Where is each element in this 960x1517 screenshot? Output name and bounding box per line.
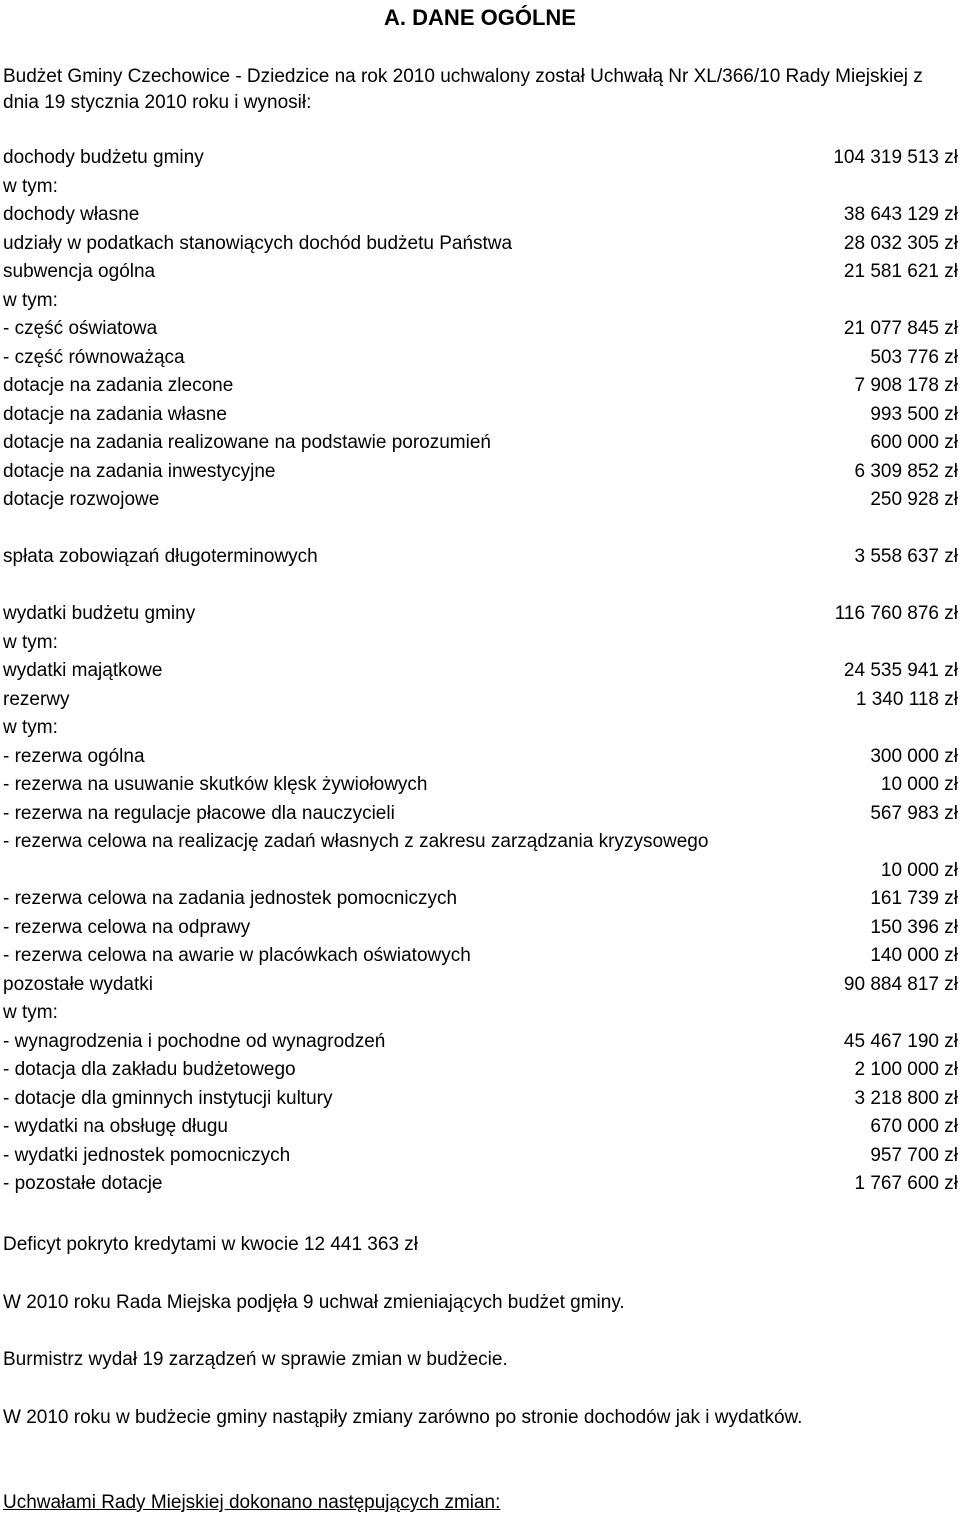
row-amount: 28 032 305 zł <box>843 232 958 254</box>
row-label: w tym: <box>3 175 58 197</box>
row-amount: 670 000 zł <box>870 1116 958 1137</box>
row-label: - rezerwa celowa na odprawy <box>3 916 251 938</box>
row-amount: 250 928 zł <box>870 489 958 510</box>
intro-paragraph: Budżet Gminy Czechowice - Dziedzice na rok 2010 uchwalony został Uchwałą Nr XL/366/10 Rady Miejskiej z dnia 19 stycznia 2010 roku i wynosił: <box>3 66 923 113</box>
row-label: dotacje na zadania własne <box>3 403 227 425</box>
budget-row <box>3 885 958 914</box>
budget-row <box>3 230 958 259</box>
row-amount: 10 000 zł <box>880 774 958 795</box>
row-amount: 300 000 zł <box>870 745 958 767</box>
row-label: udziały w podatkach stanowiących dochód budżetu Państwa <box>3 232 513 254</box>
row-label: - rezerwa ogólna <box>3 745 145 767</box>
row-label: dochody własne <box>3 204 140 225</box>
budget-row <box>3 1085 958 1114</box>
budget-row <box>3 1028 958 1057</box>
budget-row <box>3 800 958 829</box>
budget-row <box>3 999 958 1028</box>
budget-row <box>3 1113 958 1142</box>
row-label: - rezerwa celowa na realizację zadań własnych z zakresu zarządzania kryzysowego <box>3 831 709 852</box>
row-label: spłata zobowiązań długoterminowych <box>3 546 318 567</box>
row-amount: 45 467 190 zł <box>843 1030 958 1052</box>
page-title: A. DANE OGÓLNE <box>384 5 576 30</box>
deficit-paragraph: Deficyt pokryto kredytami w kwocie 12 441 363 zł <box>3 1234 419 1255</box>
row-label: w tym: <box>3 631 58 653</box>
budget-row <box>3 1142 958 1171</box>
budget-row <box>3 287 958 316</box>
row-label: - wydatki na obsługę długu <box>3 1116 228 1137</box>
budget-row <box>3 173 958 202</box>
row-label: - wydatki jednostek pomocniczych <box>3 1144 291 1166</box>
budget-row <box>3 743 958 772</box>
spacer <box>3 515 958 544</box>
budget-row <box>3 657 958 686</box>
row-amount: 600 000 zł <box>870 432 958 453</box>
budget-row <box>3 600 958 629</box>
row-amount: 21 581 621 zł <box>843 261 958 282</box>
row-label: pozostałe wydatki <box>3 973 153 995</box>
row-amount: 140 000 zł <box>870 945 958 966</box>
budget-row <box>3 372 958 401</box>
row-label: - rezerwa na usuwanie skutków klęsk żywiołowych <box>3 774 428 795</box>
row-label: wydatki budżetu gminy <box>3 603 196 624</box>
row-label: dotacje rozwojowe <box>3 489 160 510</box>
row-label: - rezerwa na regulacje płacowe dla nauczycieli <box>3 802 395 824</box>
budget-row <box>3 429 958 458</box>
row-amount: 567 983 zł <box>870 802 958 824</box>
row-amount: 10 000 zł <box>880 859 958 881</box>
row-label: dotacje na zadania zlecone <box>3 375 234 396</box>
budget-row <box>3 401 958 430</box>
budget-row <box>3 458 958 487</box>
row-label: - część równoważąca <box>3 346 185 368</box>
changes-paragraph: W 2010 roku w budżecie gminy nastąpiły zmiany zarówno po stronie dochodów jak i wydatków. <box>3 1407 803 1428</box>
row-amount: 116 760 876 zł <box>834 603 958 624</box>
row-amount: 24 535 941 zł <box>843 660 958 681</box>
budget-row <box>3 942 958 971</box>
row-label: dochody budżetu gminy <box>3 147 204 168</box>
resolutions-paragraph: W 2010 roku Rada Miejska podjęła 9 uchwał zmieniających budżet gminy. <box>3 1292 625 1313</box>
spacer <box>3 572 958 601</box>
row-label: subwencja ogólna <box>3 261 156 282</box>
budget-row <box>3 315 958 344</box>
budget-row <box>3 543 958 572</box>
row-amount: 1 767 600 zł <box>854 1173 958 1194</box>
budget-row <box>3 714 958 743</box>
budget-row <box>3 771 958 800</box>
row-amount: 957 700 zł <box>870 1144 958 1166</box>
budget-row <box>3 971 958 1000</box>
changes-heading: Uchwałami Rady Miejskiej dokonano następujących zmian: <box>3 1492 501 1513</box>
row-label: rezerwy <box>3 688 70 710</box>
row-label: w tym: <box>3 1002 58 1023</box>
row-label: wydatki majątkowe <box>3 660 163 681</box>
row-label: w tym: <box>3 717 58 738</box>
row-amount: 21 077 845 zł <box>843 318 958 339</box>
budget-row <box>3 828 958 885</box>
budget-row <box>3 1056 958 1085</box>
row-amount: 150 396 zł <box>870 916 958 938</box>
row-label: - dotacje dla gminnych instytucji kultury <box>3 1087 333 1109</box>
row-amount: 3 218 800 zł <box>854 1087 958 1109</box>
row-label: - rezerwa celowa na awarie w placówkach oświatowych <box>3 945 471 966</box>
row-amount: 104 319 513 zł <box>833 147 958 168</box>
row-label: - wynagrodzenia i pochodne od wynagrodzeń <box>3 1030 386 1052</box>
budget-table <box>3 144 958 1199</box>
budget-row <box>3 144 958 173</box>
row-label: w tym: <box>3 289 58 311</box>
row-amount: 6 309 852 zł <box>854 460 958 482</box>
budget-row <box>3 914 958 943</box>
orders-paragraph: Burmistrz wydał 19 zarządzeń w sprawie zmian w budżecie. <box>3 1349 508 1370</box>
row-label: dotacje na zadania realizowane na podstawie porozumień <box>3 432 491 453</box>
row-amount: 7 908 178 zł <box>854 375 958 396</box>
budget-row <box>3 486 958 515</box>
row-label: dotacje na zadania inwestycyjne <box>3 460 276 482</box>
budget-row <box>3 258 958 287</box>
row-amount: 161 739 zł <box>870 888 958 909</box>
budget-row <box>3 344 958 373</box>
row-amount: 993 500 zł <box>870 403 958 425</box>
row-amount: 3 558 637 zł <box>854 546 958 567</box>
row-amount: 90 884 817 zł <box>843 973 958 995</box>
row-amount: 503 776 zł <box>870 346 958 368</box>
row-label: - pozostałe dotacje <box>3 1173 163 1194</box>
budget-row <box>3 201 958 230</box>
row-amount: 38 643 129 zł <box>843 204 958 225</box>
row-label: - rezerwa celowa na zadania jednostek pomocniczych <box>3 888 458 909</box>
budget-row <box>3 629 958 658</box>
row-amount: 2 100 000 zł <box>854 1059 958 1080</box>
row-label: - część oświatowa <box>3 318 158 339</box>
budget-row <box>3 686 958 715</box>
row-amount: 1 340 118 zł <box>855 688 958 710</box>
row-label: - dotacja dla zakładu budżetowego <box>3 1059 296 1080</box>
budget-row <box>3 1170 958 1199</box>
